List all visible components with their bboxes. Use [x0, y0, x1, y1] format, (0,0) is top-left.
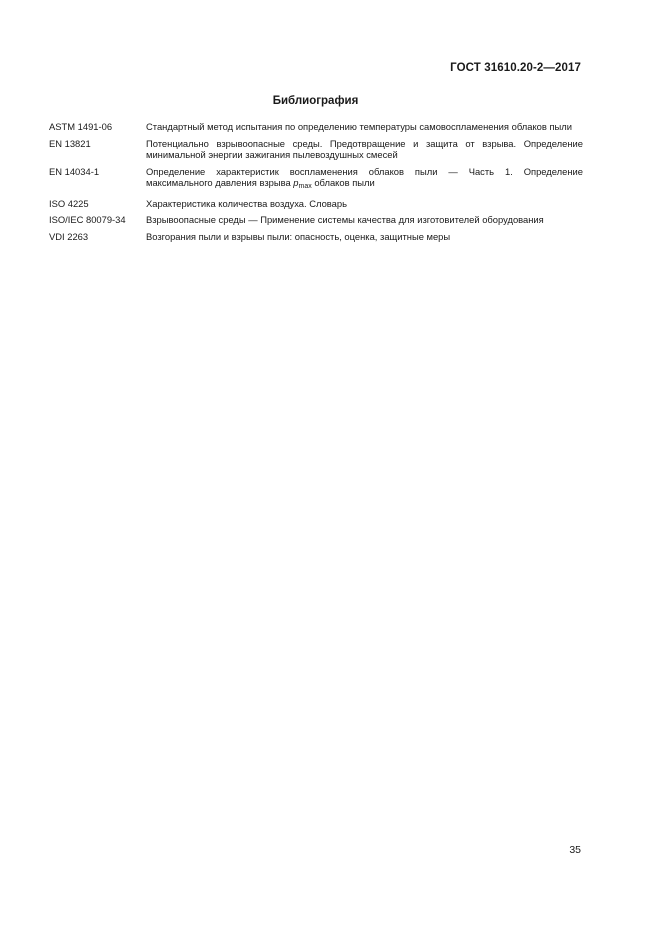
pressure-symbol: p [293, 177, 299, 188]
bibliography-title: Взрывоопасные среды — Применение системы качества для изготовителей оборудования [146, 214, 544, 225]
bibliography-title-part: облаков пыли [311, 177, 375, 188]
bibliography-code: ISO/IEC 80079-34 [49, 214, 126, 225]
bibliography-entry [49, 231, 583, 243]
bibliography-entry [49, 198, 583, 210]
bibliography-title: Потенциально взрывоопасные среды. Предотвращение и защита от взрыва. Определение минимальной энергии зажигания пылевоздушных смесей [146, 137, 583, 160]
bibliography-entry [49, 138, 583, 161]
bibliography-entry [49, 121, 583, 133]
bibliography-entry [49, 166, 583, 193]
document-code: ГОСТ 31610.20-2—2017 [450, 62, 581, 74]
section-title: Библиография [272, 95, 359, 107]
bibliography-entry [49, 214, 583, 226]
bibliography-code: VDI 2263 [49, 230, 89, 242]
bibliography-code: EN 13821 [49, 137, 91, 149]
bibliography-title: Характеристика количества воздуха. Словарь [146, 197, 347, 209]
bibliography-code: ISO 4225 [49, 197, 89, 209]
bibliography-title [146, 166, 583, 193]
bibliography-code: EN 14034-1 [49, 165, 100, 177]
bibliography-list [49, 121, 583, 247]
page-number: 35 [569, 844, 581, 856]
bibliography-title: Возгорания пыли и взрывы пыли: опасность, оценка, защитные меры [146, 230, 451, 242]
bibliography-title-part: Определение характеристик воспламенения облаков пыли — Часть 1. Определение максимального давления взрыва [146, 165, 583, 188]
bibliography-code: ASTM 1491-06 [49, 121, 113, 132]
bibliography-title: Стандартный метод испытания по определению температуры самовоспламенения облаков пыли [146, 121, 572, 132]
pressure-symbol-subscript: max [298, 183, 312, 190]
